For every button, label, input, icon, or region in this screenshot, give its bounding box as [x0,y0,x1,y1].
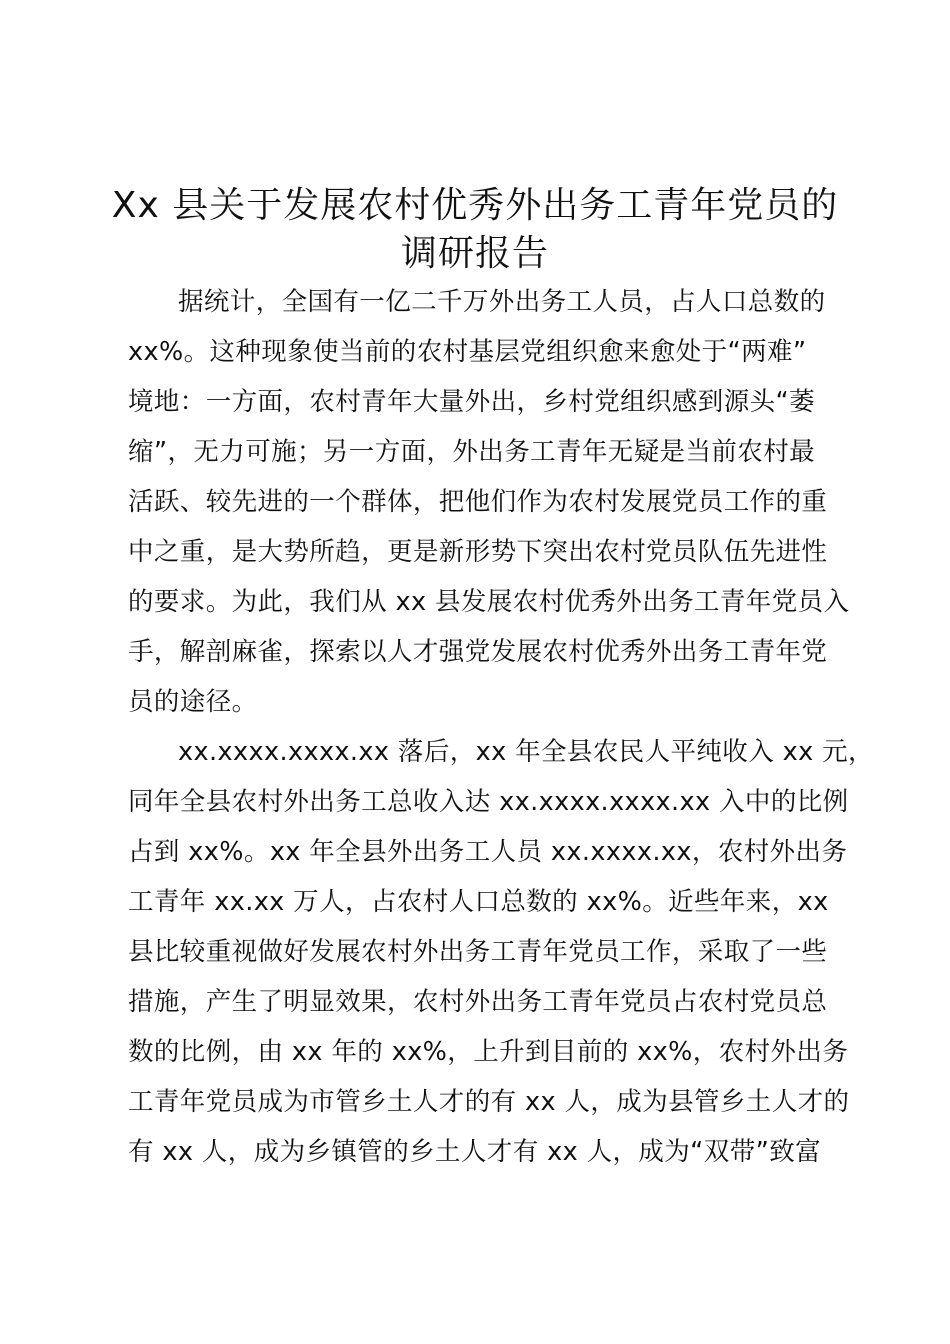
paragraph-2-line-1: xx.xxxx.xxxx.xx 落后，xx 年全县农民人平纯收入 xx 元， [178,737,874,767]
paragraph-2-line-5: 县比较重视做好发展农村外出务工青年党员工作，采取了一些 [128,937,828,967]
document-title-line-1: Xx 县关于发展农村优秀外出务工青年党员的 [111,185,839,226]
paragraph-1-line-8: 手，解剖麻雀，探索以人才强党发展农村优秀外出务工青年党 [128,637,828,667]
paragraph-2-line-4: 工青年 xx.xx 万人，占农村人口总数的 xx%。近些年来，xx [128,887,829,917]
paragraph-1-line-3: 境地：一方面，农村青年大量外出，乡村党组织感到源头“萎 [128,387,816,417]
paragraph-2-line-6: 措施，产生了明显效果，农村外出务工青年党员占农村党员总 [128,987,828,1017]
paragraph-1-line-4: 缩”，无力可施；另一方面，外出务工青年无疑是当前农村最 [128,437,816,467]
document-title-line-2: 调研报告 [400,233,549,274]
paragraph-2-line-7: 数的比例，由 xx 年的 xx%，上升到目前的 xx%，农村外出务 [128,1037,849,1067]
paragraph-1-line-1: 据统计，全国有一亿二千万外出务工人员，占人口总数的 [178,287,826,317]
paragraph-1-line-5: 活跃、较先进的一个群体，把他们作为农村发展党员工作的重 [128,487,828,517]
paragraph-1-line-6: 中之重，是大势所趋，更是新形势下突出农村党员队伍先进性 [128,537,828,567]
paragraph-1-line-9: 员的途径。 [128,687,258,717]
paragraph-1-line-2: xx%。这种现象使当前的农村基层党组织愈来愈处于“两难” [128,337,807,367]
paragraph-2-line-9: 有 xx 人，成为乡镇管的乡土人才有 xx 人，成为“双带”致富 [128,1137,822,1167]
paragraph-2-line-8: 工青年党员成为市管乡土人才的有 xx 人，成为县管乡土人才的 [128,1087,850,1117]
paragraph-2-line-3: 占到 xx%。xx 年全县外出务工人员 xx.xxxx.xx，农村外出务 [128,837,848,867]
paragraph-2-line-2: 同年全县农村外出务工总收入达 xx.xxxx.xxxx.xx 入中的比例 [128,787,849,817]
paragraph-1-line-7: 的要求。为此，我们从 xx 县发展农村优秀外出务工青年党员入 [128,587,850,617]
